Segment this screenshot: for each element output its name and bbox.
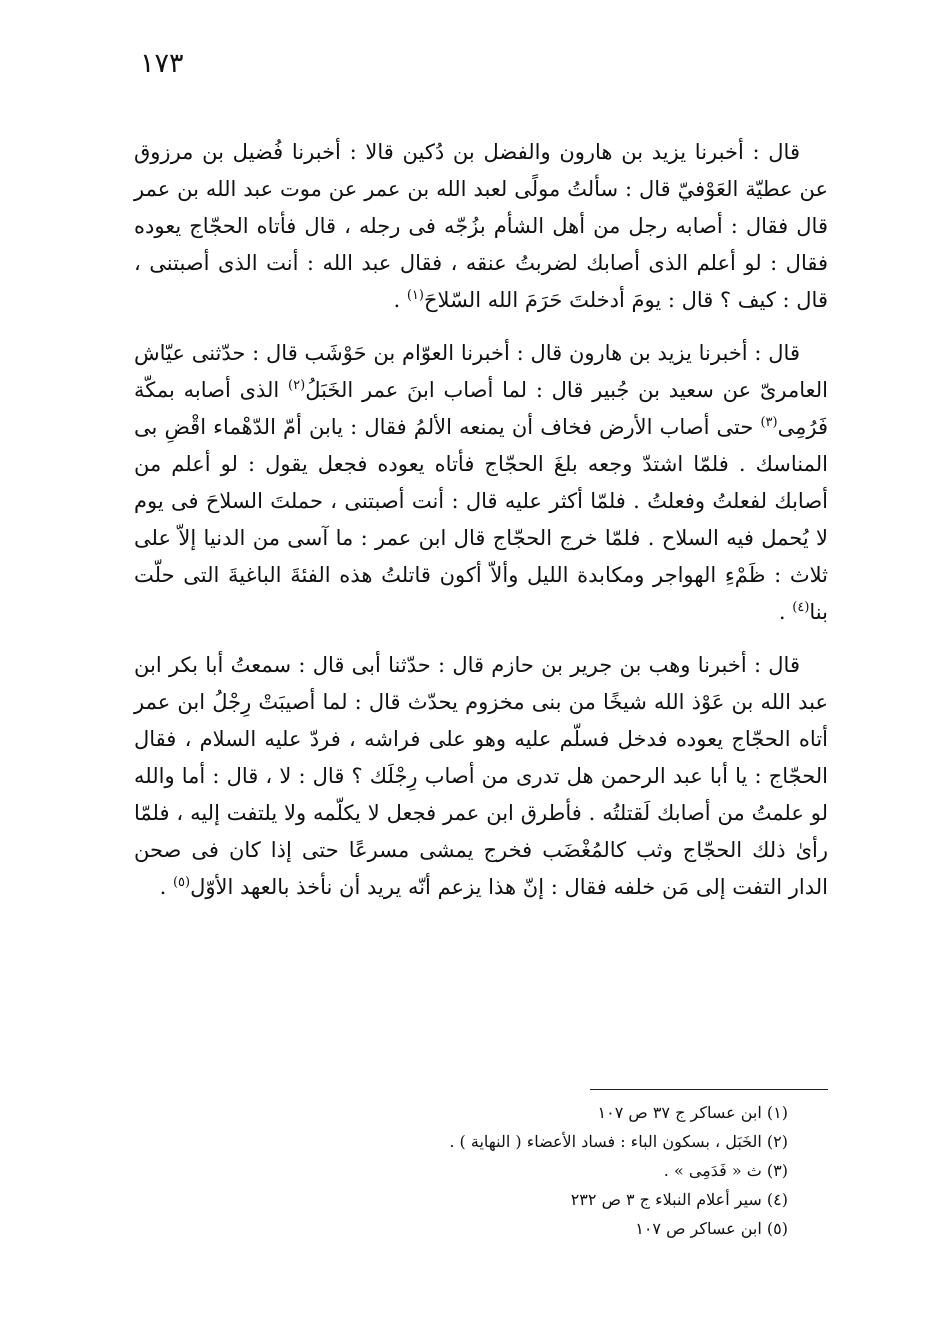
paragraph-2 xyxy=(134,335,828,631)
footnote-ref-4: (٤) xyxy=(792,600,810,615)
footnote-5: (٥) ابن عساكر ص ١٠٧ xyxy=(635,1219,788,1238)
footnote-ref-2: (٢) xyxy=(288,378,306,393)
paragraph-2-text-b: الذى أصابه بمكّة فَرُمِى xyxy=(134,378,828,439)
footnote-ref-1: (١) xyxy=(406,288,424,303)
page-number: ١٧٣ xyxy=(140,48,184,79)
footnote-2: (٢) الخَبَل ، بسكون الباء : فساد الأعضاء ( النهاية ) . xyxy=(449,1132,788,1151)
footnote-4: (٤) سير أعلام النبلاء ج ٣ ص ٢٣٢ xyxy=(570,1190,788,1209)
footnotes xyxy=(300,1098,788,1243)
footnote-divider xyxy=(590,1089,828,1090)
paragraph-3 xyxy=(134,647,828,906)
footnote-ref-3: (٣) xyxy=(760,415,778,430)
footnote-ref-5: (٥) xyxy=(172,875,191,890)
body-text xyxy=(134,134,828,922)
paragraph-1 xyxy=(134,134,828,319)
footnote-3: (٣) ث « فَدَمِى » . xyxy=(663,1161,788,1180)
paragraph-1-end: . xyxy=(393,288,407,312)
paragraph-2-text-a: قال : أخبرنا يزيد بن هارون قال : أخبرنا العوّام بن حَوْشَب قال : حدّثنى عيّاش العامرىّ عن سعيد بن جُبير قال : لما أصاب ابنَ عمر الخَبَلُ xyxy=(134,341,828,402)
paragraph-3-end: . xyxy=(159,875,173,899)
footnote-1: (١) ابن عساكر ج ٣٧ ص ١٠٧ xyxy=(597,1103,788,1122)
paragraph-2-end: . xyxy=(778,600,793,624)
paragraph-2-text-c: حتى أصاب الأرض فخاف أن يمنعه الألمُ فقال : يابن أمّ الدّهْماء اقْضِ بى المناسك . فلمّا اشتدّ وجعه بلغَ الحجّاج فأتاه يعوده فجعل يقول : لو أعلم من أصابك لفعلتُ وفعلتُ . فلمّا أكثر عليه قال : أنت أصبتنى ، حملتَ السلاحَ فى يوم لا يُحمل فيه السلاح . فلمّا خرج الحجّاج قال ابن عمر : ما آسى من الدنيا إلاّ على ثلاث : ظَمْءِ الهواجر ومكابدة الليل وألاّ أكون قاتلتُ هذه الفئةَ الباغيةَ التى حلّت بنا xyxy=(134,415,828,624)
paragraph-1-text: قال : أخبرنا يزيد بن هارون والفضل بن دُكين قالا : أخبرنا فُضيل بن مرزوق عن عطيّة العَوْفيّ قال : سألتُ مولًى لعبد الله بن عمر عن موت عبد الله بن عمر قال فقال : أصابه رجل من أهل الشأم بزُجّه فى رجله ، قال فأتاه الحجّاج يعوده فقال : لو أعلم الذى أصابك لضربتُ عنقه ، فقال عبد الله : أنت الذى أصبتنى ، قال : كيف ؟ قال : يومَ أدخلتَ حَرَمَ الله السّلاحَ xyxy=(134,140,828,312)
paragraph-3-text: قال : أخبرنا وهب بن جرير بن حازم قال : حدّثنا أبى قال : سمعتُ أبا بكر ابن عبد الله بن عَوْذ الله شيخًا من بنى مخزوم يحدّث قال : لما أصيبَتْ رِجْلُ ابن عمر أتاه الحجّاج يعوده فدخل فسلّم عليه وهو على فراشه ، فردّ عليه السلام ، فقال الحجّاج : يا أبا عبد الرحمن هل تدرى من أصاب رِجْلَك ؟ قال : لا ، قال : أما والله لو علمتُ من أصابك لَقتلتُه . فأطرق ابن عمر فجعل لا يكلّمه ولا يلتفت إليه ، فلمّا رأىٰ ذلك الحجّاج وثب كالمُغْضَب فخرج يمشى مسرعًا حتى إذا كان فى صحن الدار التفت إلى مَن خلفه فقال : إنّ هذا يزعم أنّه يريد أن نأخذ بالعهد الأوّل xyxy=(134,653,828,899)
